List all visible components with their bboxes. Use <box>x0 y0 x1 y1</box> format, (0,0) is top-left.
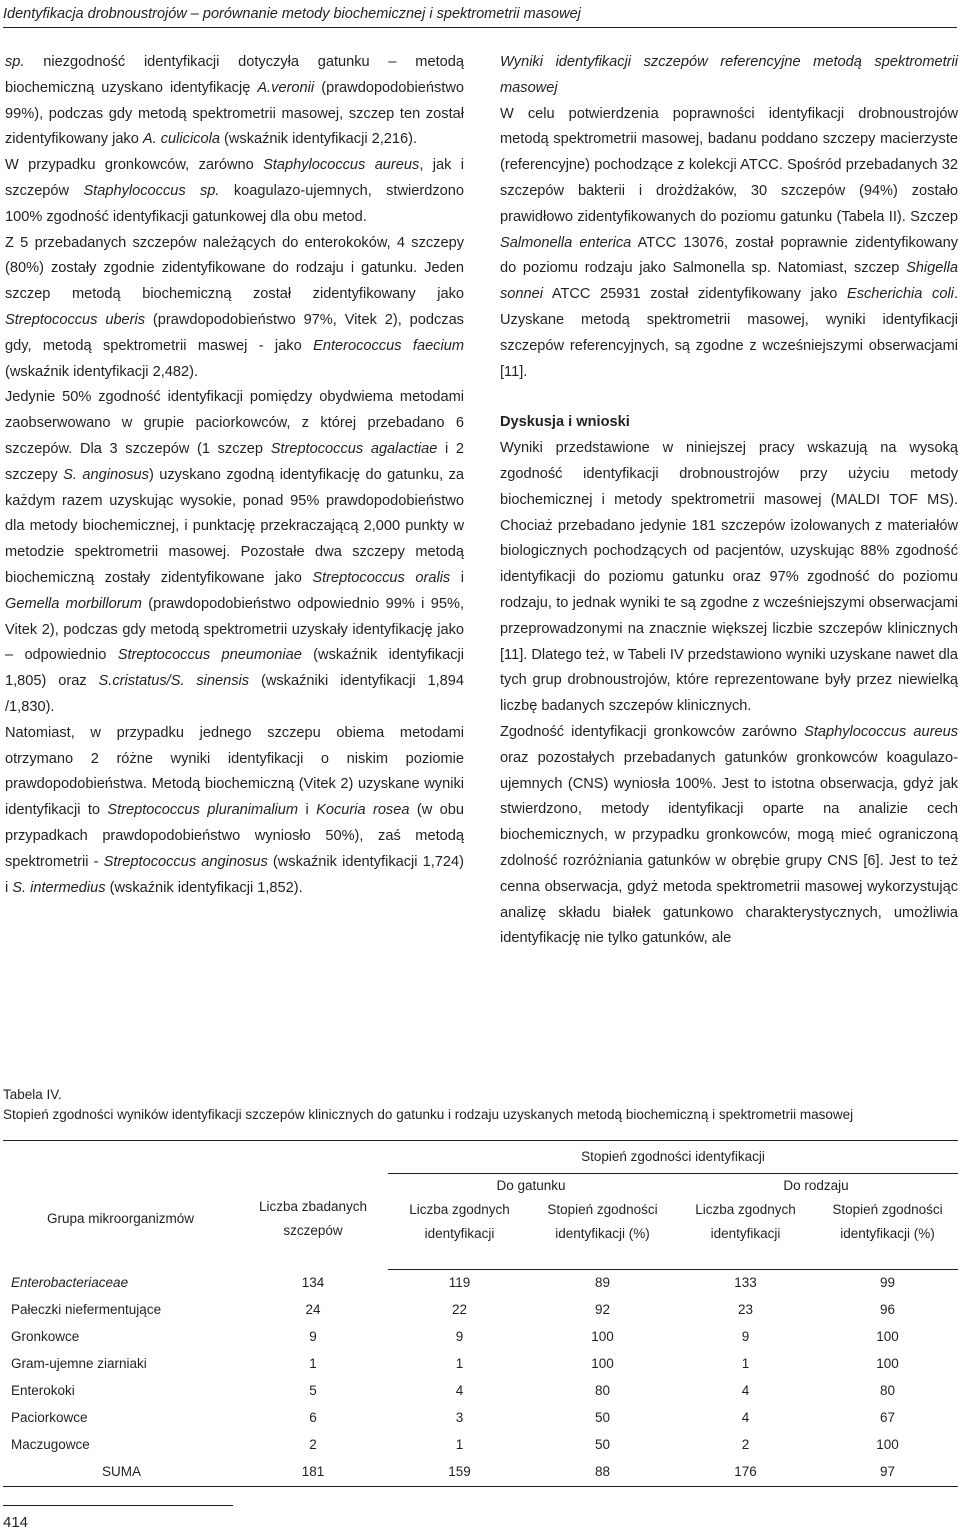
row-species-percent: 50 <box>594 1410 611 1425</box>
results-table <box>3 1140 958 1487</box>
row-species-count: 1 <box>455 1356 464 1371</box>
header-count: Liczba zbadanych szczepów <box>238 1141 388 1270</box>
row-species-percent: 92 <box>594 1302 611 1317</box>
row-species-percent: 89 <box>594 1275 611 1290</box>
row-group: Enterobacteriaceae <box>11 1274 129 1290</box>
row-species-percent: 100 <box>591 1329 614 1344</box>
row-count: 6 <box>309 1410 317 1425</box>
paragraph: Wyniki przedstawione w niniejszej pracy wskazują na wysoką zgodność identyfikacji drobnoustrojów przy użyciu metody biochemicznej i metody spektrometrii masowej (MALDI TOF MS). Chociaż przebadano jedynie 181 szczepów izolowanych z materiałów biologicznych pochodzących od pacjentów, uzyskując 88% zgodność identyfikacji do poziomu gatunku oraz 97% zgodność do poziomu rodzaju, to jednak wyniki te są zgodne z wcześniejszymi obserwacjami przeprowadzonymi na znacznie większej liczbie szczepów klinicznych [11]. Dlatego też, w Tabeli IV przedstawiono wyniki uzyskane nawet dla tych grup drobnoustrojów, które reprezentowane były przez niewielką liczbę badanych szczepów klinicznych. <box>500 440 958 715</box>
row-genus-count: 23 <box>737 1302 754 1317</box>
table-caption-text: Stopień zgodności wyników identyfikacji szczepów klinicznych do gatunku i rodzaju uzyskanych metodą biochemiczną i spektrometrii masowej <box>3 1107 854 1122</box>
row-genus-percent: 96 <box>879 1302 896 1317</box>
table-row <box>3 1297 958 1324</box>
sum-species-count: 159 <box>388 1459 531 1487</box>
paragraph: Natomiast, w przypadku jednego szczepu obiema metodami otrzymano 2 różne wyniki identyfikacji o niskim poziomie prawdopodobieństwa. Metodą biochemiczną (Vitek 2) uzyskane wyniki identyfikacji to Streptococcus pluranimalium i Kocuria rosea (w obu przypadkach prawdopodobieństwo wyniosło 50%), zaś metodą spektrometrii - Streptococcus anginosus (wskaźnik identyfikacji 1,724) i S. intermedius (wskaźnik identyfikacji 1,852). <box>5 724 465 896</box>
table-row <box>3 1269 958 1297</box>
sum-species-percent: 88 <box>531 1459 674 1487</box>
row-group: Pałeczki niefermentujące <box>11 1302 162 1317</box>
row-group: Maczugowce <box>11 1437 90 1452</box>
paragraph: Jedynie 50% zgodność identyfikacji pomiędzy obydwiema metodami zaobserwowano w grupie paciorkowców, z której przebadano 6 szczepów. Dla 3 szczepów (1 szczep Streptococcus agalactiae i 2 szczepy S. anginosus) uzyskano zgodną identyfikację do gatunku, za każdym razem uzyskując wysokie, ponad 95% prawdopodobieństwo dla metody biochemicznej, i punktację przekraczającą 2,000 punkty w metodzie spektrometrii masowej. Pozostałe dwa szczepy metodą biochemiczną zostały zidentyfikowane jako Streptococcus oralis i Gemella morbillorum (prawdopodobieństwo odpowiednio 99% i 95%, Vitek 2), podczas gdy metodą spektrometrii uzyskały identyfikację jako – odpowiednio Streptococcus pneumoniae (wskaźnik identyfikacji 1,805) oraz S.cristatus/S. sinensis (wskaźniki identyfikacji 1,894 /1,830). <box>5 389 465 715</box>
row-genus-count: 133 <box>734 1275 757 1290</box>
row-count: 24 <box>305 1302 321 1317</box>
running-head-title: Identyfikacja drobnoustrojów – porównanie metody biochemicznej i spektrometrii masowej <box>3 6 581 22</box>
row-genus-count: 4 <box>741 1383 750 1398</box>
section-heading: Dyskusja i wnioski <box>500 414 630 431</box>
row-count: 134 <box>301 1274 325 1290</box>
table-body <box>3 1269 958 1486</box>
row-genus-percent: 80 <box>879 1383 896 1398</box>
row-genus-count: 2 <box>741 1437 750 1452</box>
page-number: 414 <box>3 1514 29 1531</box>
header-genus-percent: Stopień zgodności identyfikacji (%) <box>817 1198 958 1269</box>
sum-genus-count: 176 <box>674 1459 817 1487</box>
table-row <box>3 1378 958 1405</box>
row-genus-percent: 100 <box>876 1329 899 1344</box>
row-species-count: 4 <box>455 1383 464 1398</box>
paragraph: Zgodność identyfikacji gronkowców zarówno Staphylococcus aureus oraz pozostałych przebadanych gatunków gronkowców koagulazo-ujemnych (CNS) wyniosła 100%. Jest to istotna obserwacja, gdyż jak stwierdzono, metody identyfikacji oparte na analizie cech biochemicznych, w przypadku gronkowców, mogą mieć ograniczoną zdolność rozróżniania gatunków w obrębie grupy CNS [6]. Jest to też cenna obserwacja, gdyż metoda spektrometrii masowej wykorzystując analizę składu białek gatunkowo charakterystycznych, umożliwia identyfikację nie tylko gatunków, ale <box>500 723 958 947</box>
row-group: Gronkowce <box>11 1329 80 1344</box>
row-group: Paciorkowce <box>11 1410 88 1425</box>
header-group: Grupa mikroorganizmów <box>3 1141 238 1270</box>
paragraph: W celu potwierdzenia poprawności identyfikacji drobnoustrojów metodą spektrometrii masowej, badanu poddano szczepy macierzyste (referencyjne) pochodzące z kolekcji ATCC. Spośród przebadanych 32 szczepów bakterii i drożdżaków, 30 szczepów (94%) zostało prawidłowo zidentyfikowanych do poziomu gatunku (Tabela II). Szczep Salmonella enterica ATCC 13076, został poprawnie zidentyfikowany do poziomu rodzaju jako Salmonella sp. Natomiast, szczep Shigella sonnei ATCC 25931 został zidentyfikowany jako Escherichia coli. Uzyskane metodą spektrometrii masowej, wyniki identyfikacji szczepów referencyjnych, są zgodne z wcześniejszymi obserwacjami [11]. <box>500 105 958 380</box>
row-genus-percent: 100 <box>876 1437 899 1452</box>
right-column <box>500 50 958 952</box>
row-genus-percent: 67 <box>879 1410 896 1425</box>
row-genus-percent: 99 <box>879 1275 896 1290</box>
header-agreement: Stopień zgodności identyfikacji <box>388 1141 958 1174</box>
row-genus-percent: 100 <box>876 1356 899 1371</box>
table-row <box>3 1351 958 1378</box>
row-count: 5 <box>309 1383 317 1398</box>
row-count: 9 <box>309 1329 317 1344</box>
running-head-rule <box>3 27 957 28</box>
row-count: 2 <box>309 1437 317 1452</box>
paragraph: Z 5 przebadanych szczepów należących do enterokoków, 4 szczepy (80%) zostały zgodnie zidentyfikowane do rodzaju i gatunku. Jeden szczep metodą biochemiczną został zidentyfikowany jako Streptococcus uberis (prawdopodobieństwo 97%, Vitek 2), podczas gdy, metodą spektrometrii maswej - jako Enterococcus faecium (wskaźnik identyfikacji 2,482). <box>5 234 464 380</box>
subsection-heading: Wyniki identyfikacji szczepów referencyjne metodą spektrometrii masowej <box>500 54 958 96</box>
row-group: Enterokoki <box>11 1383 75 1398</box>
table-row <box>3 1405 958 1432</box>
row-species-count: 1 <box>455 1437 464 1452</box>
row-genus-count: 4 <box>741 1410 750 1425</box>
sum-row <box>3 1459 958 1487</box>
row-species-percent: 100 <box>591 1356 614 1371</box>
row-genus-count: 9 <box>741 1329 750 1344</box>
header-species-percent: Stopień zgodności identyfikacji (%) <box>531 1198 674 1269</box>
header-species-count: Liczba zgodnych identyfikacji <box>388 1198 531 1269</box>
sum-label: SUMA <box>3 1459 238 1487</box>
paragraph: W przypadku gronkowców, zarówno Staphylococcus aureus, jak i szczepów Staphylococcus sp. koagulazo-ujemnych, stwierdzono 100% zgodność identyfikacji gatunkowej dla obu metod. <box>5 157 464 225</box>
table-label: Tabela IV. <box>3 1087 62 1102</box>
row-species-percent: 80 <box>594 1383 611 1398</box>
footer-rule <box>3 1505 233 1506</box>
header-genus-count: Liczba zgodnych identyfikacji <box>674 1198 817 1269</box>
sum-genus-percent: 97 <box>817 1459 958 1487</box>
table-caption <box>3 1085 853 1125</box>
running-head <box>3 2 957 28</box>
paragraph: sp. niezgodność identyfikacji dotyczyła gatunku – metodą biochemiczną uzyskano identyfikację A.veronii (prawdopodobieństwo 99%), podczas gdy metodą spektrometrii masowej, szczep ten został zidentyfikowany jako A. culicicola (wskaźnik identyfikacji 2,216). <box>5 54 465 148</box>
row-species-percent: 50 <box>594 1437 611 1452</box>
row-group: Gram-ujemne ziarniaki <box>11 1356 147 1371</box>
row-genus-count: 1 <box>741 1356 750 1371</box>
table-row <box>3 1324 958 1351</box>
row-species-count: 9 <box>455 1329 464 1344</box>
row-count: 1 <box>309 1356 317 1371</box>
row-species-count: 119 <box>448 1275 471 1290</box>
row-species-count: 3 <box>455 1410 464 1425</box>
table-row <box>3 1432 958 1459</box>
sum-count: 181 <box>238 1459 388 1487</box>
header-species: Do gatunku <box>496 1178 566 1193</box>
row-species-count: 22 <box>451 1302 468 1317</box>
left-column <box>5 50 464 901</box>
header-genus: Do rodzaju <box>783 1178 849 1193</box>
